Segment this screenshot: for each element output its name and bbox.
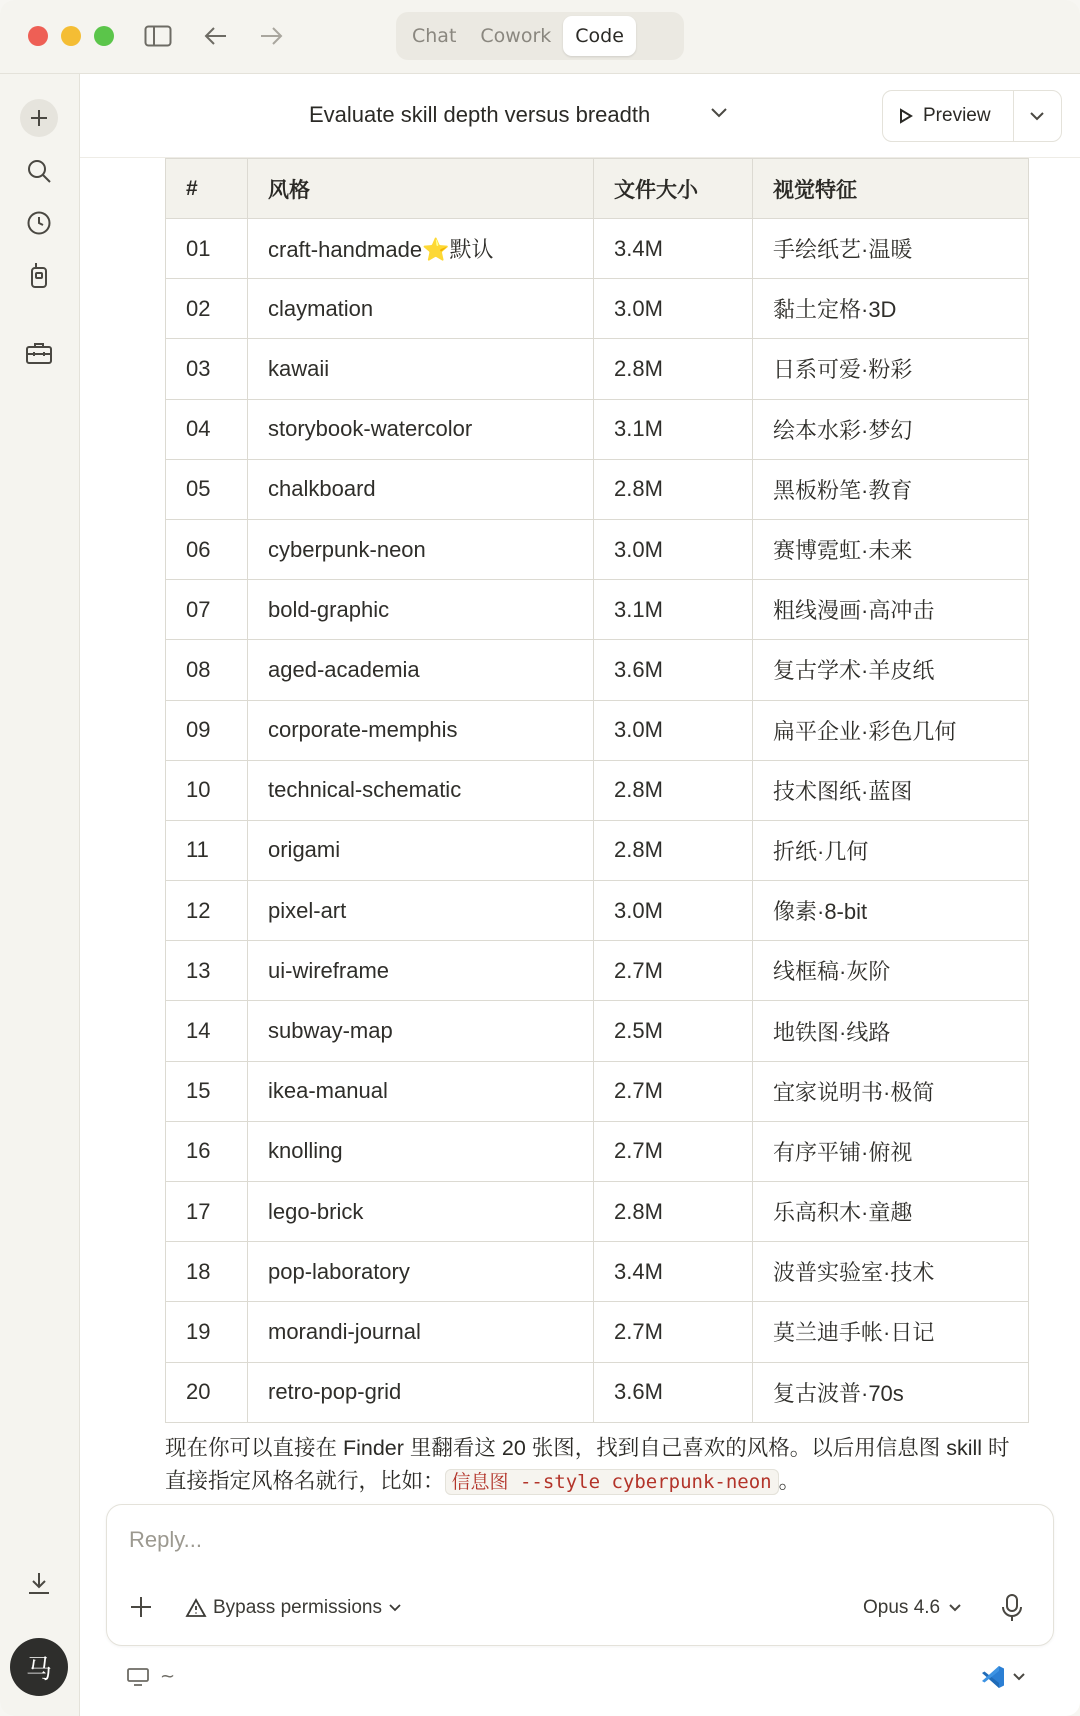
monitor-icon <box>126 1667 150 1687</box>
table-row <box>166 1362 1029 1422</box>
visual-feature: 折纸·几何 <box>753 820 1029 880</box>
history-button[interactable] <box>20 204 58 242</box>
download-button[interactable] <box>20 1564 58 1602</box>
visual-feature: 乐高积木·童趣 <box>753 1182 1029 1242</box>
style-name <box>248 219 594 279</box>
table-row <box>166 339 1029 399</box>
visual-feature: 日系可爱·粉彩 <box>753 339 1029 399</box>
model-selector[interactable] <box>863 1597 962 1619</box>
visual-feature: 复古波普·70s <box>753 1362 1029 1422</box>
table-row <box>166 760 1029 820</box>
table-row <box>166 700 1029 760</box>
row-number: 06 <box>166 519 248 579</box>
file-size: 3.0M <box>594 279 753 339</box>
default-badge <box>422 237 493 262</box>
back-arrow-icon[interactable] <box>200 20 232 52</box>
row-number: 15 <box>166 1061 248 1121</box>
file-size: 2.7M <box>594 1061 753 1121</box>
table-row <box>166 1242 1029 1302</box>
visual-feature: 扁平企业·彩色几何 <box>753 700 1029 760</box>
table-row <box>166 279 1029 339</box>
table-row <box>166 459 1029 519</box>
style-name: storybook-watercolor <box>248 399 594 459</box>
style-name: pop-laboratory <box>248 1242 594 1302</box>
default-badge-text: ⭐默认 <box>422 237 494 263</box>
play-icon <box>899 108 913 124</box>
style-name: technical-schematic <box>248 760 594 820</box>
file-size: 2.8M <box>594 820 753 880</box>
visual-feature: 黑板粉笔·教育 <box>753 459 1029 519</box>
row-number: 12 <box>166 881 248 941</box>
visual-feature: 莫兰迪手帐·日记 <box>753 1302 1029 1362</box>
table-row <box>166 1302 1029 1362</box>
chevron-down-icon <box>388 1603 402 1613</box>
column-header: # <box>166 159 248 219</box>
avatar[interactable]: 马 <box>10 1638 68 1696</box>
table-header-row <box>166 159 1029 219</box>
microphone-icon <box>1001 1593 1023 1623</box>
row-number: 18 <box>166 1242 248 1302</box>
inline-code: 信息图 --style cyberpunk-neon <box>445 1469 779 1495</box>
row-number: 20 <box>166 1362 248 1422</box>
row-number: 10 <box>166 760 248 820</box>
file-size: 2.7M <box>594 1302 753 1362</box>
row-number: 03 <box>166 339 248 399</box>
style-name: ui-wireframe <box>248 941 594 1001</box>
row-number: 05 <box>166 459 248 519</box>
visual-feature: 波普实验室·技术 <box>753 1242 1029 1302</box>
conversation-title[interactable]: Evaluate skill depth versus breadth <box>309 102 651 127</box>
row-number: 14 <box>166 1001 248 1061</box>
message-text: 现在你可以直接在 Finder 里翻看这 20 张图，找到自己喜欢的风格。以后用信息图 skill 时直接指定风格名就行，比如： <box>165 1436 1010 1493</box>
toolbox-icon <box>25 341 53 365</box>
minimize-window-button[interactable] <box>61 26 81 46</box>
preview-button[interactable] <box>883 91 1014 141</box>
table-row <box>166 881 1029 941</box>
column-header: 风格 <box>248 159 594 219</box>
row-number: 09 <box>166 700 248 760</box>
search-button[interactable] <box>20 152 58 190</box>
visual-feature: 绘本水彩·梦幻 <box>753 399 1029 459</box>
warning-icon <box>185 1598 207 1618</box>
file-size: 2.8M <box>594 459 753 519</box>
file-size: 2.7M <box>594 1121 753 1181</box>
tab-cowork[interactable]: Cowork <box>480 25 552 47</box>
row-number: 07 <box>166 580 248 640</box>
assistant-message <box>165 1432 1025 1499</box>
file-size: 3.1M <box>594 399 753 459</box>
style-name-text: craft-handmade <box>268 237 423 263</box>
row-number: 01 <box>166 219 248 279</box>
table-row <box>166 941 1029 1001</box>
permissions-label: Bypass permissions <box>213 1597 382 1618</box>
row-number: 08 <box>166 640 248 700</box>
table-row <box>166 820 1029 880</box>
plus-icon <box>29 108 49 128</box>
table-row <box>166 219 1029 279</box>
row-number: 19 <box>166 1302 248 1362</box>
new-chat-button[interactable] <box>20 99 58 137</box>
close-window-button[interactable] <box>28 26 48 46</box>
file-size: 3.6M <box>594 640 753 700</box>
visual-feature: 地铁图·线路 <box>753 1001 1029 1061</box>
visual-feature: 手绘纸艺·温暖 <box>753 219 1029 279</box>
style-name: chalkboard <box>248 459 594 519</box>
style-name: lego-brick <box>248 1182 594 1242</box>
table-row <box>166 1121 1029 1181</box>
file-size: 2.8M <box>594 760 753 820</box>
preview-label: Preview <box>923 105 991 126</box>
style-name: aged-academia <box>248 640 594 700</box>
file-size: 3.6M <box>594 1362 753 1422</box>
file-size: 2.8M <box>594 1182 753 1242</box>
chevron-down-icon <box>710 107 728 119</box>
file-size: 2.8M <box>594 339 753 399</box>
file-size: 3.4M <box>594 1242 753 1302</box>
chevron-down-icon <box>1012 1672 1026 1682</box>
style-name: claymation <box>248 279 594 339</box>
row-number: 11 <box>166 820 248 880</box>
reply-input[interactable]: Reply... <box>129 1527 202 1552</box>
row-number: 16 <box>166 1121 248 1181</box>
style-name: origami <box>248 820 594 880</box>
table-row <box>166 399 1029 459</box>
column-header: 视觉特征 <box>753 159 1029 219</box>
title-dropdown[interactable] <box>710 104 728 123</box>
file-size: 2.7M <box>594 941 753 1001</box>
visual-feature: 有序平铺·俯视 <box>753 1121 1029 1181</box>
model-label: Opus 4.6 <box>863 1597 941 1618</box>
forward-arrow-icon[interactable] <box>255 20 287 52</box>
row-number: 13 <box>166 941 248 1001</box>
permissions-dropdown[interactable] <box>185 1597 402 1619</box>
visual-feature: 赛博霓虹·未来 <box>753 519 1029 579</box>
sidebar <box>0 74 80 1716</box>
style-name: knolling <box>248 1121 594 1181</box>
style-name: subway-map <box>248 1001 594 1061</box>
file-size: 3.4M <box>594 219 753 279</box>
maximize-window-button[interactable] <box>94 26 114 46</box>
sidebar-toggle-icon[interactable] <box>142 20 174 52</box>
visual-feature: 复古学术·羊皮纸 <box>753 640 1029 700</box>
plus-icon <box>129 1595 153 1619</box>
style-name: retro-pop-grid <box>248 1362 594 1422</box>
file-size: 3.0M <box>594 700 753 760</box>
style-name: bold-graphic <box>248 580 594 640</box>
style-name: ikea-manual <box>248 1061 594 1121</box>
working-directory: ~ <box>160 1666 176 1687</box>
row-number: 17 <box>166 1182 248 1242</box>
chevron-down-icon <box>1029 111 1045 121</box>
mode-switcher <box>396 12 684 60</box>
table-row <box>166 1182 1029 1242</box>
title-bar <box>0 0 1080 74</box>
file-size: 3.0M <box>594 881 753 941</box>
style-name: pixel-art <box>248 881 594 941</box>
attach-button[interactable] <box>129 1595 153 1623</box>
vscode-icon <box>980 1664 1006 1690</box>
preview-dropdown[interactable] <box>1014 91 1061 141</box>
file-size: 3.1M <box>594 580 753 640</box>
visual-feature: 宜家说明书·极简 <box>753 1061 1029 1121</box>
visual-feature: 黏土定格·3D <box>753 279 1029 339</box>
tab-chat[interactable]: Chat <box>412 25 457 47</box>
style-name: cyberpunk-neon <box>248 519 594 579</box>
visual-feature: 技术图纸·蓝图 <box>753 760 1029 820</box>
table-row <box>166 640 1029 700</box>
visual-feature: 线框稿·灰阶 <box>753 941 1029 1001</box>
preview-control <box>882 90 1062 142</box>
visual-feature: 像素·8-bit <box>753 881 1029 941</box>
download-icon <box>27 1571 51 1595</box>
style-name: morandi-journal <box>248 1302 594 1362</box>
microphone-button[interactable] <box>1001 1593 1023 1627</box>
table-row <box>166 580 1029 640</box>
environment-selector[interactable] <box>126 1666 175 1687</box>
file-size: 2.5M <box>594 1001 753 1061</box>
column-header: 文件大小 <box>594 159 753 219</box>
chevron-down-icon <box>948 1603 962 1613</box>
reply-composer <box>106 1504 1054 1646</box>
style-name: kawaii <box>248 339 594 399</box>
walkie-talkie-icon <box>28 261 50 289</box>
open-in-vscode-button[interactable] <box>980 1664 1026 1690</box>
style-name: corporate-memphis <box>248 700 594 760</box>
row-number: 02 <box>166 279 248 339</box>
row-number: 04 <box>166 399 248 459</box>
message-suffix: 。 <box>778 1469 801 1493</box>
clock-icon <box>26 210 52 236</box>
visual-feature: 粗线漫画·高冲击 <box>753 580 1029 640</box>
toolbox-button[interactable] <box>20 334 58 372</box>
tab-code[interactable]: Code <box>563 16 636 56</box>
table-row <box>166 519 1029 579</box>
search-icon <box>26 158 52 184</box>
table-row <box>166 1061 1029 1121</box>
walkie-button[interactable] <box>20 256 58 294</box>
styles-table <box>165 158 1029 1423</box>
conversation-header <box>80 74 1080 158</box>
file-size: 3.0M <box>594 519 753 579</box>
table-row <box>166 1001 1029 1061</box>
styles-table-container <box>165 158 1028 1423</box>
